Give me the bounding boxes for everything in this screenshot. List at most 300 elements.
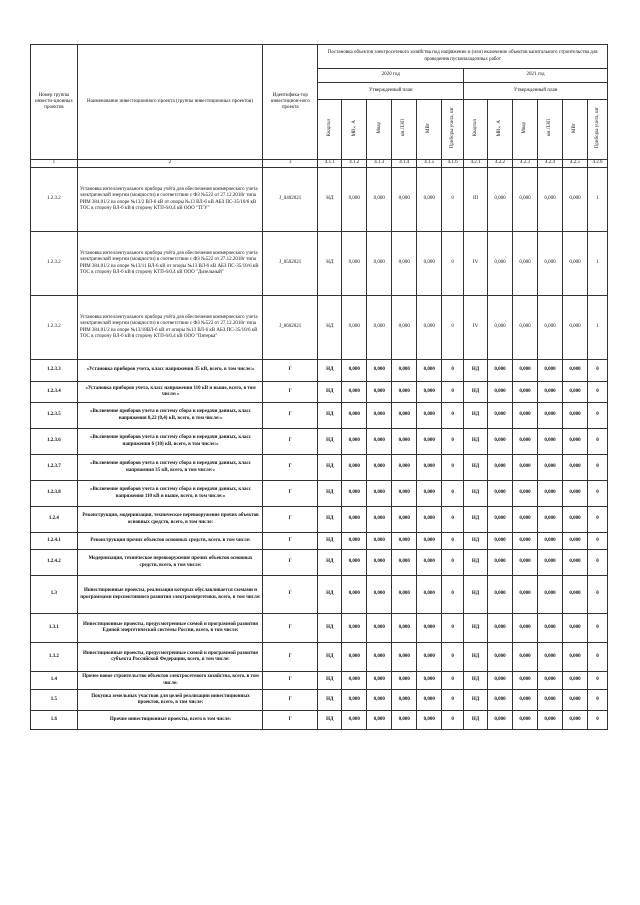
value-cell: НД	[318, 614, 342, 643]
value-cell: НД	[464, 429, 488, 455]
header-unit-cell	[342, 100, 367, 160]
investment-projects-table	[30, 44, 608, 730]
table-row	[31, 533, 608, 550]
group-number-cell: 1.2.3.3	[31, 360, 78, 382]
header-unit-cell	[513, 100, 538, 160]
value-cell: 0,000	[417, 507, 442, 533]
value-cell: 0,000	[488, 614, 513, 643]
column-number: 4.2.6	[587, 160, 607, 168]
value-cell: НД	[464, 455, 488, 481]
project-id-cell: Г	[263, 455, 318, 481]
value-cell: НД	[318, 711, 342, 730]
value-cell: 0,000	[513, 455, 538, 481]
header-unit-cell	[464, 100, 488, 160]
value-cell: 0,000	[562, 614, 587, 643]
value-cell: 0,000	[488, 711, 513, 730]
value-cell: 0,000	[417, 403, 442, 429]
value-cell: 0,000	[417, 168, 442, 232]
value-cell: НД	[464, 382, 488, 403]
value-cell: 0,000	[392, 382, 417, 403]
table-row	[31, 429, 608, 455]
value-cell: НД	[464, 360, 488, 382]
value-cell: 0,000	[417, 429, 442, 455]
value-cell: НД	[318, 550, 342, 576]
project-name-cell: Модернизация, техническое перевооружение прочих объектов основных средств, всего, в том числе:	[77, 550, 262, 576]
project-id-cell: Г	[263, 614, 318, 643]
value-cell: 0,000	[513, 296, 538, 360]
value-cell: 0,000	[513, 232, 538, 296]
header-commissioning: Постановка объектов электросетевого хозяйства под напряжение и (или) включение объектов капитального строительства для проведения пусконаладочных работ	[318, 45, 608, 69]
value-cell: 0,000	[488, 455, 513, 481]
project-id-cell: Г	[263, 576, 318, 614]
value-cell: 0,000	[392, 672, 417, 690]
table-row	[31, 690, 608, 711]
header-unit-label: МВт	[572, 122, 578, 133]
header-unit-cell	[537, 100, 562, 160]
value-cell: 0,000	[417, 643, 442, 672]
value-cell: НД	[464, 403, 488, 429]
value-cell: 0,000	[392, 690, 417, 711]
value-cell: 0,000	[392, 455, 417, 481]
column-number: 4.1.1	[318, 160, 342, 168]
project-name-cell: Установка интеллектуального прибора учёта для обеспечения коммерческого учета электрической энергии (мощности) в соответствии с ФЗ №522 от 27.12.2018г типа РИМ 384.01/2 на опоре №13/18ВЛ-6 кВ от опоры №13 ВЛ-6 кВ АБЗ ПС-35/10/6 кВ ТОС в сторону ВЛ-6 кВ в сторону КТП-6/0,4 кВ ООО "Пятерка"	[77, 296, 262, 360]
value-cell: 0,000	[562, 690, 587, 711]
value-cell: 0	[442, 296, 464, 360]
group-number-cell: 1.3.2	[31, 643, 78, 672]
value-cell: 0	[442, 232, 464, 296]
project-id-cell: Г	[263, 533, 318, 550]
value-cell: 0,000	[392, 232, 417, 296]
group-number-cell: 1.2.3.4	[31, 382, 78, 403]
value-cell: 0	[587, 550, 607, 576]
value-cell: 0,000	[513, 382, 538, 403]
value-cell: 0,000	[513, 403, 538, 429]
group-number-cell: 1.6	[31, 711, 78, 730]
group-number-cell: 1.3	[31, 576, 78, 614]
project-id-cell: Г	[263, 690, 318, 711]
value-cell: 0,000	[488, 550, 513, 576]
value-cell: 0	[442, 614, 464, 643]
value-cell: 0	[442, 360, 464, 382]
value-cell: НД	[464, 614, 488, 643]
value-cell: 0,000	[392, 168, 417, 232]
value-cell: 0,000	[367, 507, 392, 533]
value-cell: 0,000	[367, 643, 392, 672]
column-number: 4.1.6	[442, 160, 464, 168]
column-number: 4.1.3	[367, 160, 392, 168]
value-cell: 0,000	[488, 533, 513, 550]
value-cell: 0,000	[367, 429, 392, 455]
header-plan-2020: Утвержденный план	[318, 83, 464, 100]
value-cell: 0	[587, 360, 607, 382]
value-cell: НД	[464, 481, 488, 507]
value-cell: 0,000	[392, 643, 417, 672]
value-cell: 0	[587, 614, 607, 643]
project-name-cell: Инвестиционные проекты, предусмотренные схемой и программой развития Единой энергетической системы России, всего, в том числе:	[77, 614, 262, 643]
table-row	[31, 614, 608, 643]
header-year-2020: 2020 год	[318, 69, 464, 83]
value-cell: 0	[442, 455, 464, 481]
value-cell: НД	[464, 576, 488, 614]
header-unit-label: Квартал	[327, 119, 333, 137]
value-cell: 0,000	[488, 360, 513, 382]
value-cell: 0,000	[562, 403, 587, 429]
project-name-cell: Инвестиционные проекты, реализация которых обуславливается схемами и программами перспективного развития электроэнергетики, всего, в том числе:	[77, 576, 262, 614]
header-unit-cell	[442, 100, 464, 160]
value-cell: 0,000	[537, 507, 562, 533]
value-cell: 0,000	[513, 643, 538, 672]
value-cell: 0,000	[342, 296, 367, 360]
value-cell: IV	[464, 232, 488, 296]
value-cell: 0,000	[537, 403, 562, 429]
column-number: 4.2.2	[488, 160, 513, 168]
header-unit-label: Мвар	[376, 122, 382, 134]
header-unit-cell	[488, 100, 513, 160]
group-number-cell: 1.3.1	[31, 614, 78, 643]
column-number: 4.1.2	[342, 160, 367, 168]
value-cell: 0,000	[562, 429, 587, 455]
value-cell: 0,000	[342, 232, 367, 296]
value-cell: 0,000	[417, 614, 442, 643]
value-cell: 0,000	[537, 643, 562, 672]
project-id-cell: Г	[263, 550, 318, 576]
project-name-cell: «Включение приборов учета в систему сбора и передачи данных, класс напряжения 6 (10) кВ, всего, в том числе:»	[77, 429, 262, 455]
table-row	[31, 403, 608, 429]
value-cell: 0,000	[562, 643, 587, 672]
value-cell: 0	[442, 403, 464, 429]
value-cell: 0,000	[417, 232, 442, 296]
value-cell: 0,000	[513, 533, 538, 550]
value-cell: НД	[318, 576, 342, 614]
header-unit-cell	[417, 100, 442, 160]
group-number-cell: 1.2.3.5	[31, 403, 78, 429]
value-cell: 0,000	[417, 455, 442, 481]
value-cell: 0	[442, 711, 464, 730]
value-cell: НД	[318, 481, 342, 507]
value-cell: 0,000	[392, 403, 417, 429]
value-cell: НД	[318, 296, 342, 360]
table-row	[31, 481, 608, 507]
value-cell: 0,000	[367, 232, 392, 296]
value-cell: 0,000	[488, 690, 513, 711]
project-name-cell: Прочее новое строительство объектов электросетевого хозяйства, всего, в том числе:	[77, 672, 262, 690]
value-cell: 0,000	[488, 507, 513, 533]
group-number-cell: 1.2.3.8	[31, 481, 78, 507]
value-cell: 0	[587, 403, 607, 429]
value-cell: 0,000	[488, 168, 513, 232]
value-cell: 0,000	[392, 360, 417, 382]
value-cell: 0	[442, 481, 464, 507]
value-cell: 0	[442, 382, 464, 403]
value-cell: 0,000	[537, 533, 562, 550]
value-cell: НД	[318, 429, 342, 455]
value-cell: 0,000	[513, 168, 538, 232]
value-cell: 0,000	[417, 672, 442, 690]
value-cell: 0,000	[562, 168, 587, 232]
value-cell: 0	[442, 672, 464, 690]
header-unit-cell	[562, 100, 587, 160]
value-cell: 0,000	[537, 614, 562, 643]
group-number-cell: 1.2.3.7	[31, 455, 78, 481]
header-project-id: Идентифика-тор инвестицион-ного проекта	[263, 45, 318, 160]
value-cell: 0	[587, 690, 607, 711]
project-id-cell: J_0502021	[263, 232, 318, 296]
value-cell: IV	[464, 296, 488, 360]
table-row	[31, 507, 608, 533]
value-cell: 0,000	[417, 382, 442, 403]
column-number: 3	[263, 160, 318, 168]
table-row	[31, 296, 608, 360]
value-cell: 0,000	[513, 614, 538, 643]
value-cell: 0,000	[367, 672, 392, 690]
value-cell: 0,000	[513, 711, 538, 730]
table-row	[31, 711, 608, 730]
value-cell: 0	[587, 455, 607, 481]
column-number: 1	[31, 160, 78, 168]
value-cell: 0,000	[513, 481, 538, 507]
value-cell: 0,000	[392, 429, 417, 455]
header-unit-cell	[392, 100, 417, 160]
value-cell: 0	[587, 576, 607, 614]
value-cell: НД	[318, 168, 342, 232]
project-name-cell: Реконструкция, модернизация, техническое перевооружение прочих объектов основных средств, всего, в том числе:	[77, 507, 262, 533]
value-cell: 0	[442, 429, 464, 455]
project-name-cell: Установка интеллектуального прибора учёта для обеспечения коммерческого учета электрической энергии (мощности) в соответствии с ФЗ №522 от 27.12.2018г типа РИМ 384.01/2 на опоре №13/2 ВЛ-6 кВ от опоры №13 ВЛ-6 кВ АБЗ ПС-35/10/6 кВ ТОС в сторону ВЛ-6 кВ в сторону КТП-6/0,4 кВ ООО "ТГУ"	[77, 168, 262, 232]
value-cell: 0,000	[367, 360, 392, 382]
column-number: 4.2.5	[562, 160, 587, 168]
header-plan-2021: Утвержденный план	[464, 83, 608, 100]
value-cell: 0,000	[562, 672, 587, 690]
value-cell: 0,000	[537, 382, 562, 403]
value-cell: 0,000	[417, 481, 442, 507]
project-id-cell: Г	[263, 429, 318, 455]
value-cell: 0,000	[562, 576, 587, 614]
column-number: 4.2.3	[513, 160, 538, 168]
project-id-cell: Г	[263, 643, 318, 672]
value-cell: 0,000	[342, 576, 367, 614]
value-cell: 0,000	[367, 382, 392, 403]
value-cell: 0,000	[367, 614, 392, 643]
value-cell: НД	[464, 711, 488, 730]
value-cell: НД	[464, 550, 488, 576]
value-cell: 0,000	[367, 576, 392, 614]
project-name-cell: «Включение приборов учета в систему сбора и передачи данных, класс напряжения 35 кВ, всего, в том числе:»	[77, 455, 262, 481]
value-cell: 0,000	[342, 672, 367, 690]
project-id-cell: Г	[263, 481, 318, 507]
value-cell: НД	[318, 232, 342, 296]
value-cell: НД	[464, 533, 488, 550]
value-cell: 0,000	[367, 168, 392, 232]
project-id-cell: Г	[263, 711, 318, 730]
table-row	[31, 672, 608, 690]
header-unit-label: Квартал	[472, 119, 478, 137]
value-cell: 0,000	[562, 232, 587, 296]
value-cell: НД	[318, 382, 342, 403]
column-number: 2	[77, 160, 262, 168]
value-cell: 0,000	[562, 455, 587, 481]
value-cell: 0,000	[537, 360, 562, 382]
value-cell: 0,000	[513, 550, 538, 576]
value-cell: 0,000	[537, 168, 562, 232]
column-number: 4.2.1	[464, 160, 488, 168]
value-cell: НД	[318, 360, 342, 382]
value-cell: 0,000	[488, 382, 513, 403]
table-row	[31, 576, 608, 614]
value-cell: 0,000	[537, 690, 562, 711]
value-cell: 0,000	[537, 232, 562, 296]
value-cell: 0,000	[342, 481, 367, 507]
table-row	[31, 643, 608, 672]
group-number-cell: 1.5	[31, 690, 78, 711]
header-unit-label: МВт	[426, 122, 432, 133]
value-cell: 0,000	[417, 711, 442, 730]
header-unit-cell	[587, 100, 607, 160]
value-cell: 0,000	[342, 533, 367, 550]
value-cell: НД	[464, 643, 488, 672]
value-cell: 0,000	[562, 533, 587, 550]
value-cell: 0,000	[537, 429, 562, 455]
value-cell: 0,000	[367, 533, 392, 550]
value-cell: НД	[318, 672, 342, 690]
value-cell: НД	[318, 403, 342, 429]
header-unit-label: Приборы учета, шт	[449, 107, 455, 149]
table-row	[31, 168, 608, 232]
value-cell: 0	[587, 672, 607, 690]
value-cell: 0,000	[417, 296, 442, 360]
value-cell: 0,000	[417, 690, 442, 711]
value-cell: 0,000	[417, 576, 442, 614]
value-cell: НД	[318, 507, 342, 533]
project-id-cell: Г	[263, 403, 318, 429]
header-unit-label: км ЛЭП	[547, 119, 553, 137]
value-cell: 0	[587, 643, 607, 672]
value-cell: 0	[587, 429, 607, 455]
header-unit-label: км ЛЭП	[401, 119, 407, 137]
value-cell: 0,000	[562, 711, 587, 730]
value-cell: 0,000	[367, 403, 392, 429]
header-unit-cell	[367, 100, 392, 160]
value-cell: 0,000	[367, 690, 392, 711]
project-id-cell: J_0402021	[263, 168, 318, 232]
value-cell: 0,000	[488, 232, 513, 296]
value-cell: 0,000	[513, 507, 538, 533]
value-cell: 0,000	[537, 711, 562, 730]
group-number-cell: 1.2.3.2	[31, 168, 78, 232]
value-cell: 0,000	[392, 576, 417, 614]
value-cell: 0,000	[342, 455, 367, 481]
value-cell: 0,000	[417, 550, 442, 576]
group-number-cell: 1.2.3.2	[31, 296, 78, 360]
project-id-cell: Г	[263, 672, 318, 690]
group-number-cell: 1.2.3.2	[31, 232, 78, 296]
value-cell: 0,000	[367, 711, 392, 730]
value-cell: 0	[442, 576, 464, 614]
value-cell: 0,000	[367, 296, 392, 360]
project-name-cell: Установка интеллектуального прибора учёта для обеспечения коммерческого учета электрической энергии (мощности) в соответствии с ФЗ №522 от 27.12.2018г типа РИМ 384.01/2 на опоре №13/11 ВЛ-6 кВ от опоры №13 ВЛ-6 кВ АБЗ ПС-35/10/6 кВ ТОС в сторону ВЛ-6 кВ в сторону КТП-6/0,4 кВ ООО "Дизельный"	[77, 232, 262, 296]
group-number-cell: 1.4	[31, 672, 78, 690]
header-year-2021: 2021 год	[464, 69, 608, 83]
value-cell: 0,000	[537, 672, 562, 690]
value-cell: НД	[318, 455, 342, 481]
value-cell: 0,000	[537, 550, 562, 576]
value-cell: 0	[442, 550, 464, 576]
value-cell: 0,000	[342, 550, 367, 576]
project-id-cell: Г	[263, 360, 318, 382]
value-cell: 0,000	[342, 711, 367, 730]
value-cell: 0,000	[488, 429, 513, 455]
value-cell: НД	[464, 672, 488, 690]
value-cell: 0	[587, 533, 607, 550]
group-number-cell: 1.2.4.2	[31, 550, 78, 576]
value-cell: 0,000	[488, 296, 513, 360]
value-cell: 1	[587, 232, 607, 296]
value-cell: 0,000	[367, 455, 392, 481]
column-number: 4.2.4	[537, 160, 562, 168]
value-cell: 0,000	[537, 481, 562, 507]
value-cell: 0,000	[562, 382, 587, 403]
project-name-cell: «Установка приборов учета, класс напряжения 35 кВ, всего, в том числе:»	[77, 360, 262, 382]
project-name-cell: Прочие инвестиционные проекты, всего в том числе:	[77, 711, 262, 730]
value-cell: 0,000	[513, 672, 538, 690]
table-row	[31, 382, 608, 403]
value-cell: НД	[318, 533, 342, 550]
project-name-cell: Инвестиционные проекты, предусмотренные схемой и программой развития субъекта Российской Федерации, всего, в том числе:	[77, 643, 262, 672]
value-cell: 0,000	[537, 576, 562, 614]
project-name-cell: Реконструкция прочих объектов основных средств, всего, в том числе:	[77, 533, 262, 550]
value-cell: 0,000	[392, 614, 417, 643]
value-cell: 0	[587, 507, 607, 533]
header-unit-label: МВ×А	[497, 119, 503, 137]
value-cell: НД	[318, 690, 342, 711]
project-name-cell: «Включение приборов учета в систему сбора и передачи данных, класс напряжения 110 кВ и выше, всего, в том числе:»	[77, 481, 262, 507]
value-cell: 0,000	[513, 360, 538, 382]
table-row	[31, 360, 608, 382]
value-cell: 0,000	[513, 429, 538, 455]
project-name-cell: Покупка земельных участков для целей реализации инвестиционных проектов, всего, в том числе:	[77, 690, 262, 711]
value-cell: 0,000	[513, 576, 538, 614]
value-cell: 0,000	[392, 507, 417, 533]
value-cell: 0,000	[417, 360, 442, 382]
column-number: 4.1.4	[392, 160, 417, 168]
header-project-name: Наименование инвестиционного проекта (группы инвестиционных проектов)	[77, 45, 262, 160]
value-cell: 0,000	[488, 481, 513, 507]
value-cell: НД	[464, 690, 488, 711]
value-cell: 0,000	[562, 481, 587, 507]
value-cell: 0	[587, 481, 607, 507]
value-cell: 0,000	[488, 643, 513, 672]
value-cell: 0	[442, 643, 464, 672]
value-cell: 0,000	[342, 168, 367, 232]
project-id-cell: Г	[263, 382, 318, 403]
value-cell: 0	[442, 690, 464, 711]
project-id-cell: Г	[263, 507, 318, 533]
project-id-cell: J_0602021	[263, 296, 318, 360]
header-unit-label: Мвар	[522, 122, 528, 134]
value-cell: 0,000	[392, 550, 417, 576]
group-number-cell: 1.2.3.6	[31, 429, 78, 455]
value-cell: 0,000	[342, 360, 367, 382]
group-number-cell: 1.2.4	[31, 507, 78, 533]
value-cell: НД	[464, 507, 488, 533]
value-cell: 0,000	[392, 481, 417, 507]
value-cell: III	[464, 168, 488, 232]
value-cell: 0,000	[342, 382, 367, 403]
value-cell: 0,000	[367, 481, 392, 507]
group-number-cell: 1.2.4.1	[31, 533, 78, 550]
table-row	[31, 232, 608, 296]
value-cell: 0,000	[342, 614, 367, 643]
value-cell: 0,000	[562, 296, 587, 360]
